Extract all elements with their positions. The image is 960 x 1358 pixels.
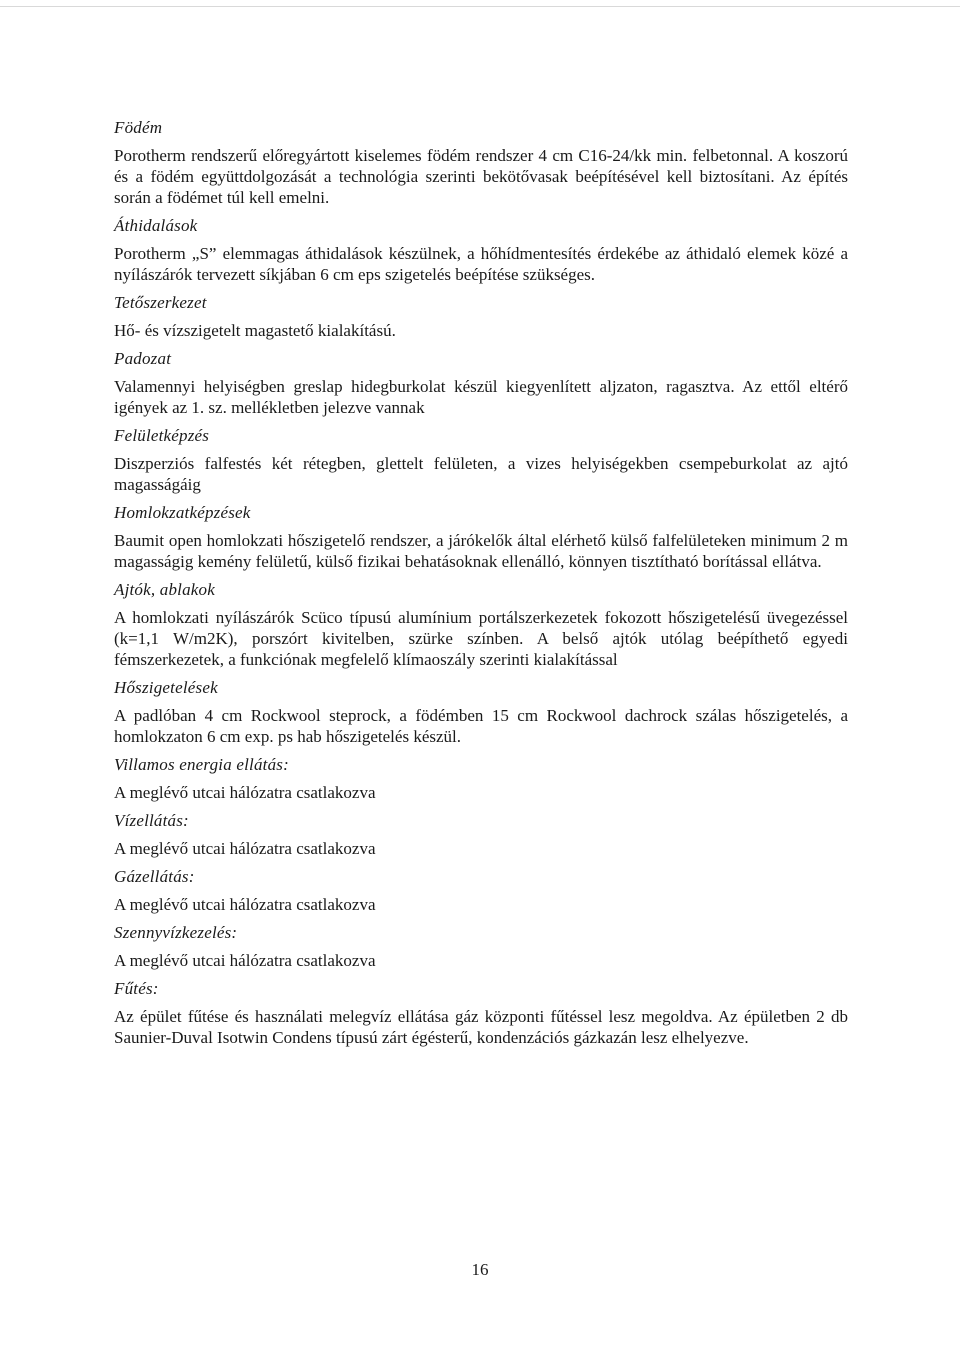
section-padozat: [114, 347, 848, 418]
section-text: A padlóban 4 cm Rockwool steprock, a födémben 15 cm Rockwool dachrock szálas hőszigetelés, a homlokzaton 6 cm exp. ps hab hőszigetelés készül.: [114, 706, 848, 746]
section-ajtok-ablakok: [114, 578, 848, 670]
section-text: A meglévő utcai hálózatra csatlakozva: [114, 839, 376, 858]
section-heading: Padozat: [114, 349, 172, 368]
section-heading: Villamos energia ellátás:: [114, 755, 289, 774]
section-text: A meglévő utcai hálózatra csatlakozva: [114, 951, 376, 970]
section-heading: Tetőszerkezet: [114, 293, 207, 312]
section-gazellatas: [114, 865, 848, 915]
page-number: 16: [471, 1260, 489, 1279]
section-athidalasok: [114, 214, 848, 285]
section-text: A meglévő utcai hálózatra csatlakozva: [114, 895, 376, 914]
section-fodem: [114, 116, 848, 208]
section-heading: Födém: [114, 118, 163, 137]
section-heading: Áthidalások: [114, 216, 198, 235]
section-heading: Homlokzatképzések: [114, 503, 251, 522]
section-heading: Szennyvízkezelés:: [114, 923, 238, 942]
section-text: Az épület fűtése és használati melegvíz ellátása gáz központi fűtéssel lesz megoldva. Az épületben 2 db Saunier-Duval Isotwin Condens típusú zárt égésterű, kondenzációs gázkazán lesz elhelyezve.: [114, 1007, 848, 1047]
section-szennyvizkezeles: [114, 921, 848, 971]
section-heading: Vízellátás:: [114, 811, 189, 830]
section-heading: Fűtés:: [114, 979, 159, 998]
section-text: Porotherm rendszerű előregyártott kiselemes födém rendszer 4 cm C16-24/kk min. felbetonnal. A koszorú és a födém együttdolgozását a technológia szerinti bekötővasak beépítésével kell biztosítani. Az építés során a födémet túl kell emelni.: [114, 146, 848, 207]
section-heading: Felületképzés: [114, 426, 210, 445]
section-heading: Ajtók, ablakok: [114, 580, 215, 599]
section-homlokzatkepzesek: [114, 501, 848, 572]
section-text: A meglévő utcai hálózatra csatlakozva: [114, 783, 376, 802]
section-text: Porotherm „S” elemmagas áthidalások készülnek, a hőhídmentesítés érdekébe az áthidaló elemek közé a nyílászárók tervezett síkjában 6 cm eps szigetelés beépítése szükséges.: [114, 244, 848, 284]
section-text: Hő- és vízszigetelt magastető kialakítású.: [114, 321, 396, 340]
section-tetoszerkezet: [114, 291, 848, 341]
section-text: A homlokzati nyílászárók Scüco típusú alumínium portálszerkezetek fokozott hőszigetelésű üvegezéssel (k=1,1 W/m2K), porszórt kivitelben, szürke színben. A belső ajtók utólag beépíthető egyedi fémszerkezetek, a funkciónak megfelelő klímaoszály szerinti kialakítással: [114, 608, 848, 669]
section-hoszigetelesek: [114, 676, 848, 747]
section-futes: [114, 977, 848, 1048]
section-heading: Gázellátás:: [114, 867, 195, 886]
section-villamos-energia: [114, 753, 848, 803]
section-text: Diszperziós falfestés két rétegben, glettelt felületen, a vizes helyiségekben csempeburkolat az ajtó magasságáig: [114, 454, 848, 494]
section-text: Valamennyi helyiségben greslap hidegburkolat készül kiegyenlített aljzaton, ragasztva. Az ettől eltérő igények az 1. sz. mellékletben jelezve vannak: [114, 377, 848, 417]
document-body: [114, 116, 848, 1054]
scan-edge-line: [0, 6, 960, 7]
section-heading: Hőszigetelések: [114, 678, 218, 697]
section-vizellatas: [114, 809, 848, 859]
section-text: Baumit open homlokzati hőszigetelő rendszer, a járókelők által elérhető külső falfelületeken minimum 2 m magasságig kemény felületű, külső fizikai behatásoknak ellenálló, könnyen tisztítható borítással ellátva.: [114, 531, 848, 571]
section-feluletkepzes: [114, 424, 848, 495]
